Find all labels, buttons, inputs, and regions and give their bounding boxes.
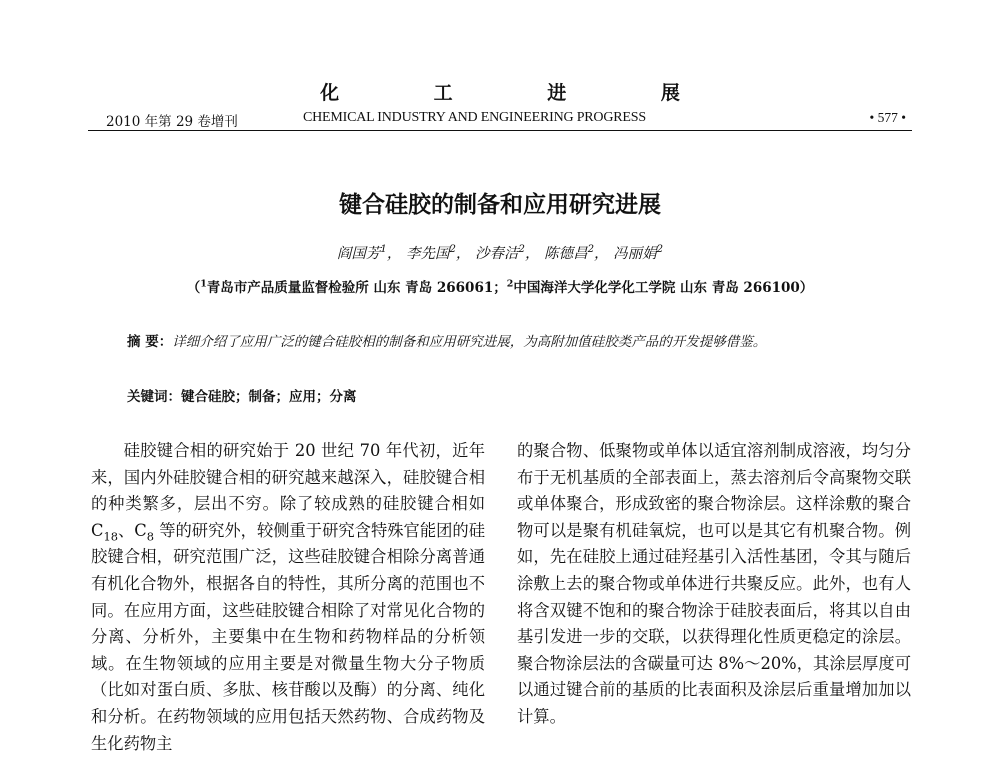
affiliation-line: （$^1$青岛市产品质量监督检验所 山东 青岛 266061；$^2$中国海洋大学化学化工学院 山东 青岛 266100） [186, 278, 814, 296]
journal-english-name: CHEMICAL INDUSTRY AND ENGINEERING PROGRESS [303, 110, 646, 125]
journal-name: 化 工 进 展 [320, 82, 724, 104]
author-affiliation-mark: 2 [656, 244, 664, 256]
author-affiliation-mark: 2 [587, 244, 595, 256]
running-header [88, 108, 912, 128]
author-name: 沙春洁 [475, 246, 519, 262]
page-number: • 577 • [869, 110, 906, 125]
issue-info: 2010 年第 29 卷增刊 [106, 114, 238, 130]
affiliation-text: 青岛市产品质量监督检验所 山东 青岛 266061； [206, 280, 507, 296]
author-name: 冯丽娟 [613, 246, 657, 262]
abstract-label: 摘 要： [127, 334, 173, 350]
author-affiliation-mark: 2 [518, 244, 525, 256]
affiliation-mark: 2 [506, 278, 514, 290]
paper-title: 键合硅胶的制备和应用研究进展 [339, 192, 661, 218]
subscript: 18 [103, 529, 118, 544]
header-rule [88, 130, 912, 131]
author-name: 陈德昌 [544, 246, 588, 262]
author-name: 阎国芳 [336, 246, 381, 262]
abstract [127, 329, 887, 355]
author-affiliation-mark: 2 [449, 244, 456, 256]
subscript: 8 [146, 529, 155, 544]
author-affiliation-mark: 1 [380, 244, 387, 256]
keywords-text: 键合硅胶；制备；应用；分离 [181, 389, 357, 405]
abstract-text: 详细介绍了应用广泛的键合硅胶相的制备和应用研究进展，为高附加值硅胶类产品的开发提够借鉴。 [172, 334, 767, 350]
keywords [127, 385, 887, 405]
author-name: 李先国 [405, 246, 450, 262]
body-text: 、C [117, 520, 147, 540]
body-text: 等的研究外，较侧重于研究含特殊官能团的硅胶键合相，研究范围广泛，这些硅胶键合相除分离普通有机化合物外，根据各自的特性，其所分离的范围也不同。在应用方面，这些硅胶键合相除了对常见化合物的分离、分析外，主要集中在生物和药物样品的分析领域。在生物领域的应用主要是对微量生物大分子物质（比如对蛋白质、多肽、核苷酸以及酶）的分离、纯化和分析。在药物领域的应用包括天然药物、合成药物及生化药物主 [91, 520, 485, 753]
affiliation-mark: 1 [200, 278, 207, 290]
affiliation-text: 中国海洋大学化学化工学院 山东 青岛 266100 [513, 280, 800, 296]
body-text: 硅胶键合相的研究始于 20 世纪 70 年代初，近年来，国内外硅胶键合相的研究越来越深入，硅胶键合相的种类繁多，层出不穷。除了较成熟的硅胶键合相如 C [91, 441, 485, 540]
author-list: 阎国芳$^1$， 李先国$^2$， 沙春洁$^2$， 陈德昌$^2$， 冯丽娟$^2$ [336, 244, 664, 262]
body-text: 的聚合物、低聚物或单体以适宜溶剂制成溶液，均匀分布于无机基质的全部表面上，蒸去溶剂后令高聚物交联或单体聚合，形成致密的聚合物涂层。这样涂敷的聚合物可以是聚有机硅氧烷，也可以是其它有机聚合物。例如，先在硅胶上通过硅羟基引入活性基团，令其与随后涂敷上去的聚合物或单体进行共聚反应。此外，也有人将含双键不饱和的聚合物涂于硅胶表面后，将其以自由基引发进一步的交联，以获得理化性质更稳定的涂层。聚合物涂层法的含碳量可达 8%～20%，其涂层厚度可以通过键合前的基质的比表面积及涂层后重量增加加以计算。 [517, 441, 911, 726]
body-column-right [517, 438, 911, 731]
keywords-label: 关键词： [127, 389, 181, 405]
body-column-left [91, 438, 485, 757]
